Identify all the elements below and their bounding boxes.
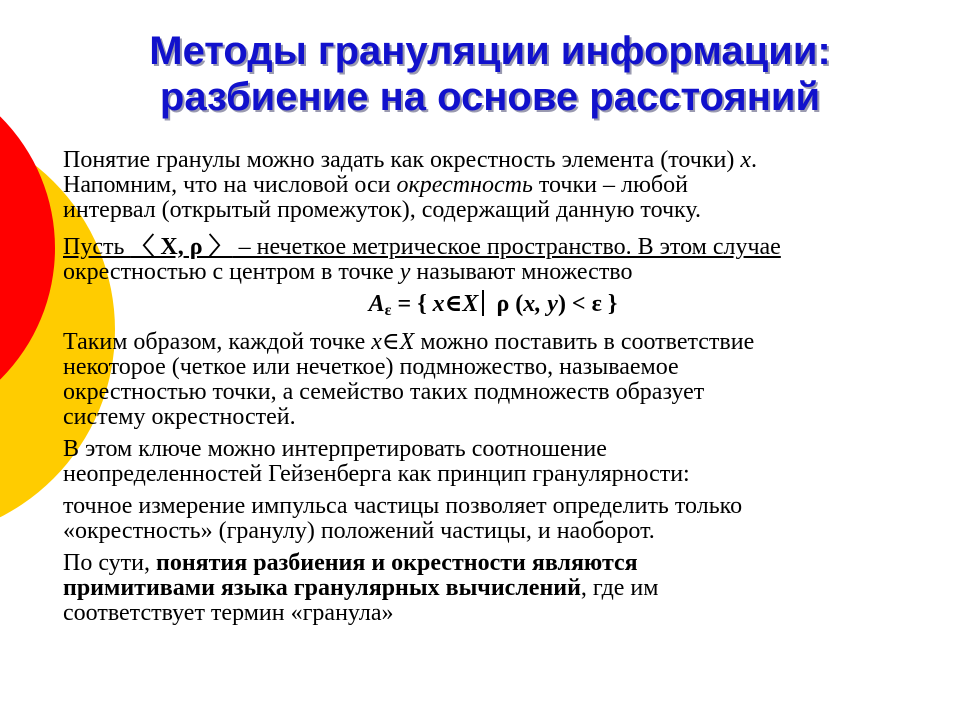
text: окрестностью точки, а семейство таких подмножеств образует: [63, 379, 705, 405]
text: называют множество: [410, 259, 633, 285]
text: систему окрестностей.: [63, 404, 296, 430]
formula-text: ρ (: [496, 291, 524, 317]
bold-text: примитивами языка гранулярных вычислений: [63, 575, 581, 601]
text: «окрестность» (гранулу) положений частицы, и наоборот.: [63, 518, 655, 544]
paragraph-granule-definition: [63, 148, 923, 223]
text: окрестностью с центром в точке: [63, 259, 400, 285]
text: Пусть: [63, 234, 131, 260]
paragraph-metric-space: [63, 235, 923, 285]
space-notation: 〈 X, ρ 〉: [130, 234, 233, 260]
paragraph-heisenberg: [63, 437, 923, 487]
text: точки – любой: [532, 172, 688, 198]
formula-text: = {: [391, 291, 433, 317]
text: соответствует термин «гранула»: [63, 600, 394, 626]
var-y: y: [399, 259, 411, 285]
slide-title: [0, 28, 960, 120]
var-x: x: [740, 147, 751, 173]
text: , где им: [580, 575, 659, 601]
text: Понятие гранулы можно задать как окрестность элемента (точки): [63, 147, 741, 173]
formula-text: ) < ε }: [557, 291, 618, 317]
text: По сути,: [63, 550, 156, 576]
title-line-1: Методы грануляции информации:: [149, 29, 831, 73]
slide-body: [63, 148, 923, 626]
text: интервал (открытый промежуток), содержащий данную точку.: [63, 197, 701, 223]
title-line-2: разбиение на основе расстояний: [159, 75, 821, 119]
paragraph-measurement: [63, 494, 923, 544]
text: – нечеткое метрическое пространство. В этом случае: [232, 234, 781, 260]
formula-subscript: ε: [384, 302, 392, 319]
paragraph-neighborhood-system: [63, 330, 923, 430]
text: Напомним, что на числовой оси: [63, 172, 397, 198]
neighborhood-formula: [63, 290, 923, 323]
text: Таким образом, каждой точке: [63, 329, 372, 355]
formula-args: x, y: [523, 291, 558, 317]
formula-set: A: [368, 291, 385, 317]
text: некоторое (четкое или нечеткое) подмножество, называемое: [63, 354, 679, 380]
text: неопределенностей Гейзенберга как принцип гранулярности:: [63, 461, 690, 487]
text: В этом ключе можно интерпретировать соотношение: [63, 436, 607, 462]
formula-element: x∈X: [432, 291, 479, 317]
paragraph-conclusion: [63, 551, 923, 626]
text: можно поставить в соответствие: [414, 329, 755, 355]
formula-inline: x∈X: [371, 329, 415, 355]
text: точное измерение импульса частицы позволяет определить только: [63, 493, 743, 519]
underlined-line: [63, 234, 781, 260]
text: .: [750, 147, 757, 173]
bold-text: понятия разбиения и окрестности являются: [156, 550, 638, 576]
term-neighborhood: окрестность: [396, 172, 533, 198]
formula-bar: [482, 290, 484, 316]
